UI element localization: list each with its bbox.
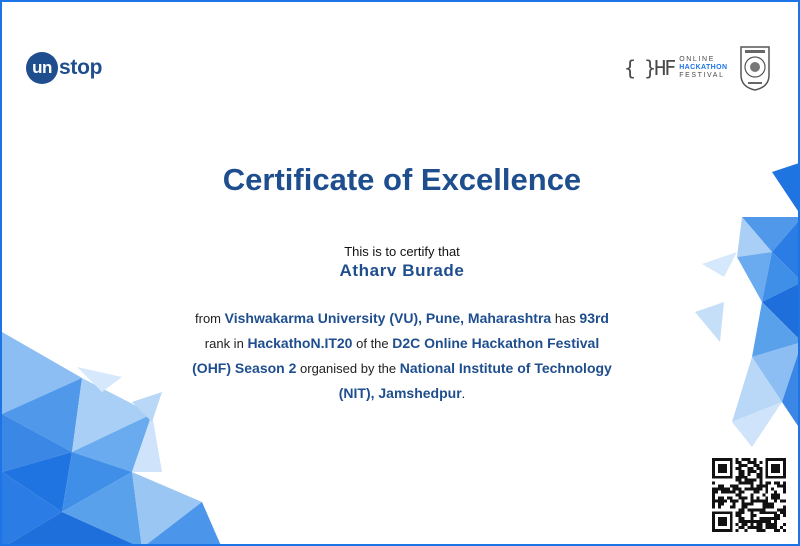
event-name: HackathoN.IT20: [247, 335, 353, 351]
text-rank-in: rank in: [204, 336, 244, 351]
certify-text: This is to certify that: [344, 244, 460, 259]
nit-seal-icon: [738, 45, 772, 91]
ohf-logo-line3: FESTIVAL: [679, 72, 725, 79]
recipient-name: Atharv Burade: [339, 261, 465, 280]
body-end-period: .: [461, 386, 466, 401]
festival-name: D2C Online Hackathon Festival (OHF) Season 2: [192, 335, 600, 376]
text-has: has: [554, 311, 576, 326]
qr-code: [712, 458, 786, 532]
certificate-body: [192, 306, 612, 406]
ohf-logo-text: [679, 56, 727, 80]
ohf-logo-line1: ONLINE: [679, 56, 715, 63]
unstop-logo-text: stop: [59, 56, 103, 79]
university-name: Vishwakarma University (VU), Pune, Maharashtra: [224, 310, 552, 326]
text-from: from: [195, 311, 222, 326]
unstop-logo-badge: un: [26, 52, 58, 84]
ohf-logo-mark: { }HF: [624, 56, 675, 80]
text-of-the: of the: [356, 336, 389, 351]
ohf-logo-line2: HACKATHON: [679, 64, 728, 71]
unstop-logo: [26, 52, 102, 84]
rank-value: 93rd: [579, 310, 609, 326]
organizer-name: National Institute of Technology (NIT), Jamshedpur: [338, 360, 612, 401]
text-organised-by: organised by the: [300, 361, 397, 376]
online-hackathon-festival-logo: [624, 56, 727, 80]
certificate-title: Certificate of Excellence: [222, 162, 582, 197]
